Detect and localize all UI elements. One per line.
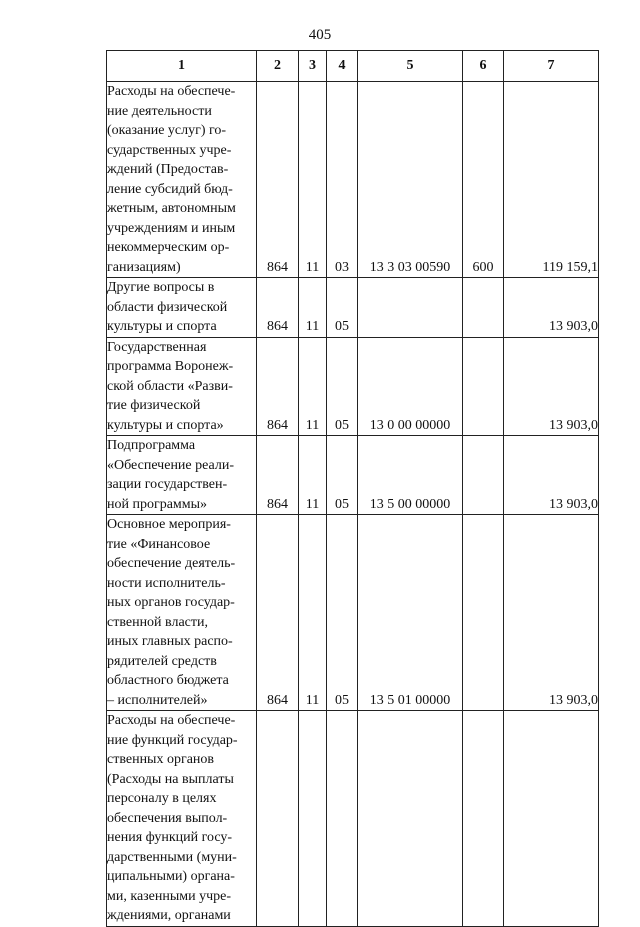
target-article-cell: 13 5 01 00000: [358, 515, 463, 711]
section-cell: 11: [299, 82, 327, 278]
description-line: персоналу в целях: [107, 791, 217, 806]
description-line: ной программы»: [107, 496, 208, 512]
description-line: ганизациям): [107, 259, 181, 275]
description-line: жетным, автономным: [107, 201, 236, 216]
description-line: (оказание услуг) го-: [107, 123, 227, 138]
amount-cell: 13 903,0: [504, 278, 599, 338]
subsection-cell: [327, 711, 358, 927]
amount-cell: 13 903,0: [504, 515, 599, 711]
header-row: [107, 51, 599, 82]
description-line: ности исполнитель-: [107, 575, 226, 591]
target-article-cell: 13 5 00 00000: [358, 436, 463, 515]
section-cell: [299, 711, 327, 927]
table-body: [107, 82, 599, 927]
expense-type-cell: 600: [463, 82, 504, 278]
description-line: тие «Финансовое: [107, 536, 211, 552]
description-line: ми, казенными учре-: [107, 888, 232, 904]
header-col-2: 2: [257, 51, 299, 82]
description-line: – исполнителей»: [107, 692, 208, 708]
row-description: [107, 82, 257, 278]
admin-code-cell: 864: [257, 436, 299, 515]
target-article-cell: 13 0 00 00000: [358, 337, 463, 436]
description-line: сударственных учре-: [107, 142, 232, 158]
subsection-cell: 03: [327, 82, 358, 278]
page-number: 405: [308, 27, 332, 43]
subsection-cell: 05: [327, 515, 358, 711]
expense-type-cell: [463, 436, 504, 515]
description-line: Подпрограмма: [107, 438, 196, 453]
row-description: [107, 711, 257, 927]
amount-cell: [504, 711, 599, 927]
description-line: ственных органов: [107, 752, 215, 767]
description-line: некоммерческим ор-: [107, 240, 230, 255]
header-col-4: 4: [327, 51, 358, 82]
table-row: [107, 436, 599, 515]
description-line: ждений (Предостав-: [107, 162, 229, 177]
description-line: ственной власти,: [107, 614, 209, 630]
subsection-cell: 05: [327, 436, 358, 515]
budget-table: [106, 50, 599, 927]
description-line: ных органов государ-: [107, 595, 235, 610]
admin-code-cell: 864: [257, 278, 299, 338]
header-col-6: 6: [463, 51, 504, 82]
description-line: «Обеспечение реали-: [107, 457, 234, 473]
description-line: нения функций госу-: [107, 830, 233, 845]
admin-code-cell: [257, 711, 299, 927]
description-line: ждениями, органами: [107, 908, 231, 923]
description-line: иных главных распо-: [107, 634, 233, 649]
section-cell: 11: [299, 515, 327, 711]
description-line: обеспечение деятель-: [107, 556, 236, 571]
section-cell: 11: [299, 278, 327, 338]
table-row: [107, 337, 599, 436]
amount-cell: 119 159,1: [504, 82, 599, 278]
description-line: программа Воронеж-: [107, 359, 234, 374]
table-row: [107, 82, 599, 278]
admin-code-cell: 864: [257, 515, 299, 711]
admin-code-cell: 864: [257, 82, 299, 278]
description-line: культуры и спорта: [107, 319, 217, 334]
header-col-1: 1: [107, 51, 257, 82]
section-cell: 11: [299, 436, 327, 515]
description-line: обеспечения выпол-: [107, 810, 228, 826]
target-article-cell: [358, 711, 463, 927]
amount-cell: 13 903,0: [504, 436, 599, 515]
description-line: Расходы на обеспече-: [107, 84, 236, 99]
description-line: ской области «Разви-: [107, 378, 233, 394]
description-line: ципальными) органа-: [107, 869, 235, 884]
table-row: [107, 278, 599, 338]
header-col-5: 5: [358, 51, 463, 82]
description-line: области физической: [107, 299, 228, 315]
expense-type-cell: [463, 711, 504, 927]
description-line: ние функций государ-: [107, 732, 238, 748]
amount-cell: 13 903,0: [504, 337, 599, 436]
description-line: учреждениям и иным: [107, 220, 236, 236]
expense-type-cell: [463, 515, 504, 711]
header-col-7: 7: [504, 51, 599, 82]
description-line: зации государствен-: [107, 477, 228, 492]
description-line: (Расходы на выплаты: [107, 771, 234, 787]
description-line: тие физической: [107, 398, 201, 413]
row-description: [107, 436, 257, 515]
description-line: культуры и спорта»: [107, 417, 224, 433]
description-line: ние деятельности: [107, 103, 212, 119]
target-article-cell: 13 3 03 00590: [358, 82, 463, 278]
description-line: рядителей средств: [107, 653, 217, 669]
row-description: [107, 337, 257, 436]
description-line: Государственная: [107, 339, 207, 355]
subsection-cell: 05: [327, 337, 358, 436]
row-description: [107, 515, 257, 711]
description-line: дарственными (муни-: [107, 849, 237, 865]
expense-type-cell: [463, 278, 504, 338]
description-line: Основное мероприя-: [107, 517, 231, 532]
expense-type-cell: [463, 337, 504, 436]
header-col-3: 3: [299, 51, 327, 82]
description-line: Расходы на обеспече-: [107, 713, 236, 728]
description-line: областного бюджета: [107, 673, 229, 688]
description-line: Другие вопросы в: [107, 280, 215, 295]
table-row: [107, 515, 599, 711]
target-article-cell: [358, 278, 463, 338]
table-row: [107, 711, 599, 927]
subsection-cell: 05: [327, 278, 358, 338]
section-cell: 11: [299, 337, 327, 436]
admin-code-cell: 864: [257, 337, 299, 436]
description-line: ление субсидий бюд-: [107, 181, 233, 197]
row-description: [107, 278, 257, 338]
